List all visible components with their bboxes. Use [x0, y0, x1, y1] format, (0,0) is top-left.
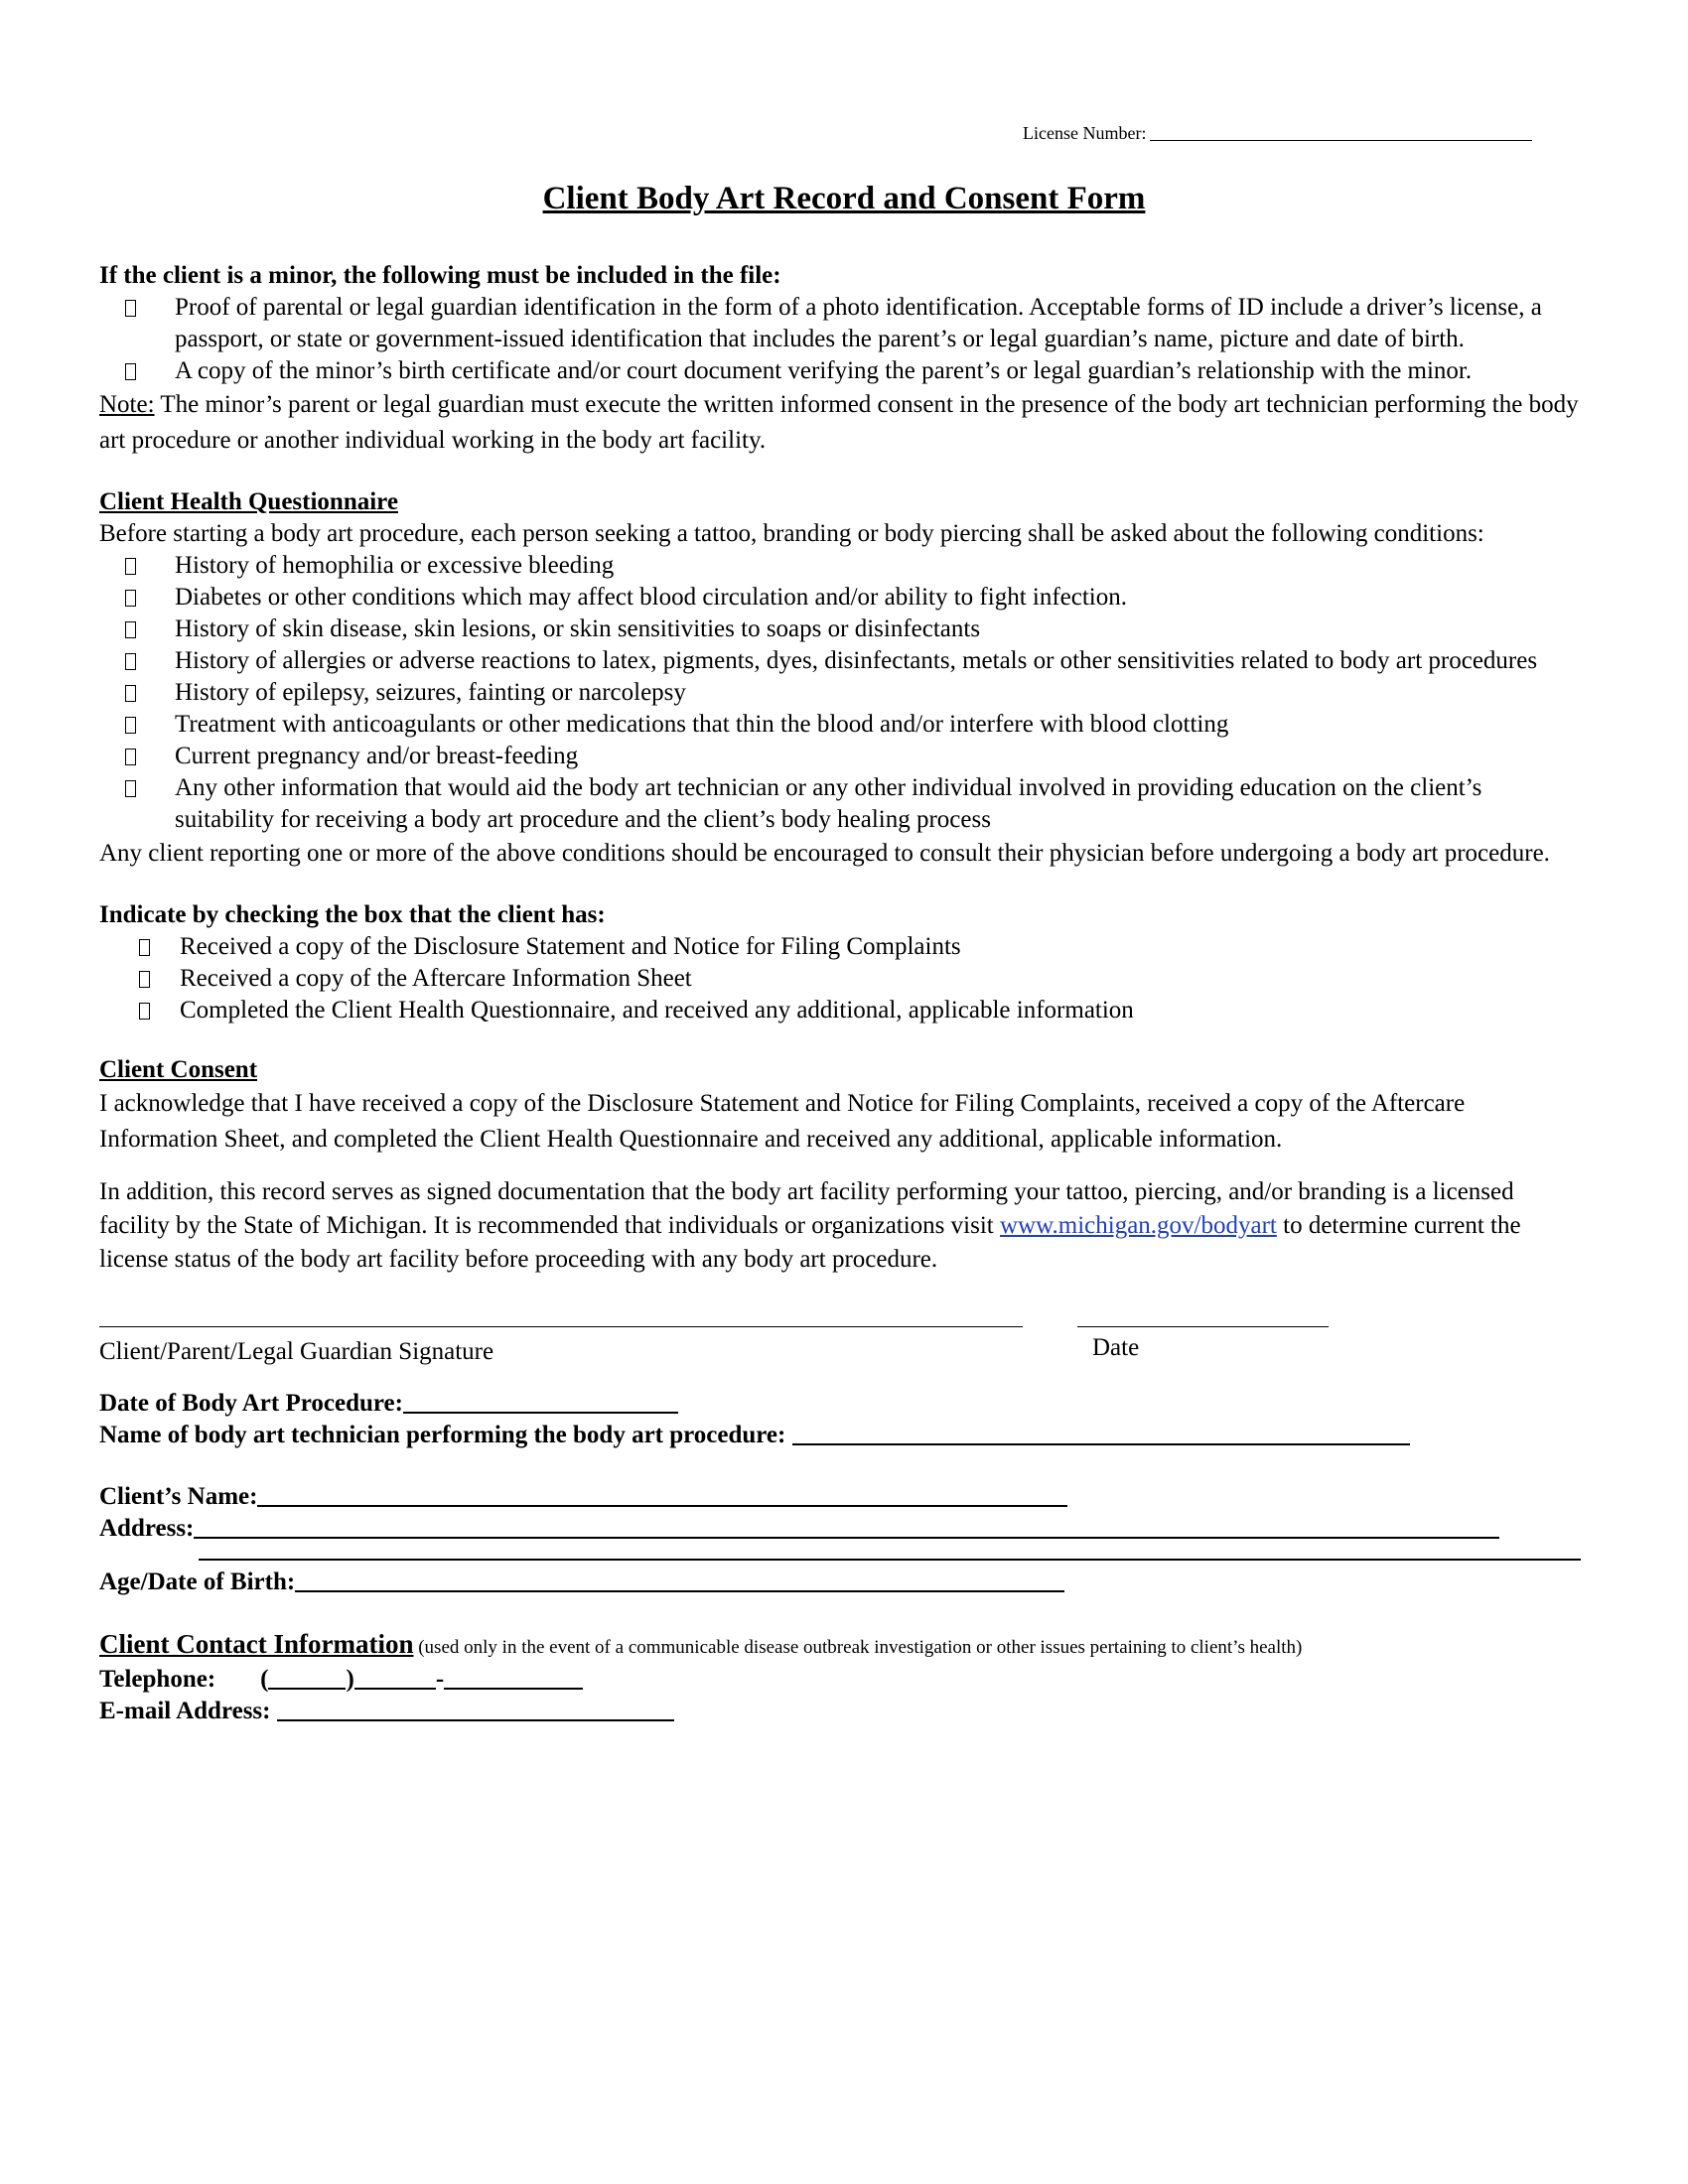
license-number-line[interactable]: [1150, 140, 1532, 141]
age-dob-row: [99, 1567, 1589, 1598]
note-label: Note:: [99, 391, 155, 418]
telephone-row: [99, 1664, 1589, 1696]
note-text: The minor’s parent or legal guardian must execute the written informed consent in the presence of the body art technician performing the body art procedure or another individual working in the body art facility.: [99, 391, 1579, 454]
checkbox-label: Received a copy of the Aftercare Information Sheet: [180, 965, 692, 992]
procedure-date-row: [99, 1388, 1589, 1420]
list-item: [99, 550, 1589, 582]
form-title: Client Body Art Record and Consent Form: [542, 181, 1146, 216]
consent-paragraph-2: [99, 1175, 1589, 1277]
telephone-area-field[interactable]: ( ): [260, 1666, 354, 1693]
bodyart-link[interactable]: www.michigan.gov/bodyart: [999, 1212, 1277, 1239]
address-row: [99, 1513, 1589, 1545]
contact-note: (used only in the event of a communicable disease outbreak investigation or other issues pertaining to client’s health): [413, 1637, 1303, 1658]
email-field[interactable]: [277, 1698, 674, 1721]
telephone-number-field[interactable]: [444, 1666, 583, 1690]
list-item-text: Current pregnancy and/or breast-feeding: [175, 743, 579, 769]
list-item-text: A copy of the minor’s birth certificate and/or court document verifying the parent’s or legal guardian’s relationship with the minor.: [175, 357, 1473, 384]
procedure-date-label: Date of Body Art Procedure:: [99, 1390, 403, 1417]
signature-label: Client/Parent/Legal Guardian Signature: [99, 1338, 494, 1365]
email-label: E-mail Address:: [99, 1698, 277, 1724]
list-item: [99, 355, 1589, 387]
license-number-label: License Number:: [1023, 123, 1147, 143]
questionnaire-outro: Any client reporting one or more of the above conditions should be encouraged to consult their physician before undergoing a body art procedure.: [99, 840, 1550, 867]
telephone-prefix-field[interactable]: [354, 1666, 436, 1690]
bullet-box-icon: [125, 621, 136, 638]
list-item: [99, 645, 1589, 677]
age-dob-field[interactable]: [295, 1569, 1064, 1592]
minor-note: [99, 387, 1589, 459]
telephone-dash: -: [435, 1666, 445, 1693]
bullet-box-icon: [125, 653, 136, 670]
questionnaire-intro: Before starting a body art procedure, each person seeking a tattoo, branding or body piercing shall be asked about the following conditions:: [99, 520, 1484, 547]
checkbox-icon[interactable]: [139, 1003, 150, 1020]
bullet-box-icon: [125, 558, 136, 575]
email-row: [99, 1696, 1589, 1727]
date-line[interactable]: [1077, 1326, 1329, 1327]
bullet-box-icon: [125, 717, 136, 734]
checkbox-label: Completed the Client Health Questionnaire, and received any additional, applicable information: [180, 997, 1134, 1024]
checkbox-list: [99, 931, 1589, 1026]
bullet-box-icon: [125, 780, 136, 797]
bullet-box-icon: [125, 685, 136, 702]
technician-field[interactable]: [792, 1422, 1410, 1445]
signature-line[interactable]: [99, 1326, 1023, 1327]
date-label: Date: [1092, 1334, 1140, 1361]
contact-heading: Client Contact Information: [99, 1629, 414, 1659]
list-item-text: History of hemophilia or excessive bleeding: [175, 552, 615, 579]
form-content: [99, 260, 1589, 1727]
consent-text-before: In addition, this record serves as signed documentation that the body art facility performing your tattoo, piercing, and/or branding is a licensed facility by the State of Michigan. It is recommended that individuals or organizations visit: [99, 1178, 1514, 1239]
technician-label: Name of body art technician performing the body art procedure:: [99, 1422, 792, 1448]
checkbox-item-questionnaire[interactable]: [99, 995, 1589, 1026]
list-item: [99, 772, 1589, 836]
address-label: Address:: [99, 1515, 195, 1542]
list-item: [99, 292, 1589, 355]
checkbox-item-aftercare[interactable]: [99, 963, 1589, 995]
list-item: [99, 582, 1589, 614]
consent-paragraph-1: I acknowledge that I have received a copy of the Disclosure Statement and Notice for Filing Complaints, received a copy of the Aftercare Information Sheet, and completed the Client Health Questionnaire and received any additional, applicable information.: [99, 1090, 1466, 1153]
checkbox-heading: Indicate by checking the box that the client has:: [99, 901, 606, 928]
telephone-label: Telephone:: [99, 1666, 216, 1693]
list-item-text: Diabetes or other conditions which may affect blood circulation and/or ability to fight infection.: [175, 584, 1127, 611]
list-item-text: Proof of parental or legal guardian identification in the form of a photo identification. Acceptable forms of ID include a driver’s license, a passport, or state or government-issued identification that includes the parent’s or legal guardian’s name, picture and date of birth.: [175, 294, 1542, 352]
bullet-box-icon: [125, 300, 136, 317]
checkbox-label: Received a copy of the Disclosure Statement and Notice for Filing Complaints: [180, 933, 961, 960]
client-name-field[interactable]: [257, 1483, 1067, 1507]
minor-requirements-list: [99, 292, 1589, 387]
questionnaire-heading: Client Health Questionnaire: [99, 488, 398, 515]
license-number-field: [1023, 123, 1532, 144]
address-line-2-field[interactable]: [199, 1545, 1581, 1561]
minor-heading: If the client is a minor, the following must be included in the file:: [99, 262, 781, 289]
consent-heading: Client Consent: [99, 1056, 258, 1083]
list-item: [99, 614, 1589, 645]
list-item-text: History of allergies or adverse reactions to latex, pigments, dyes, disinfectants, metals or other sensitivities related to body art procedures: [175, 647, 1538, 674]
contact-heading-row: [99, 1628, 1589, 1664]
client-name-label: Client’s Name:: [99, 1483, 258, 1510]
age-dob-label: Age/Date of Birth:: [99, 1569, 296, 1595]
checkbox-icon[interactable]: [139, 971, 150, 988]
list-item-text: Any other information that would aid the body art technician or any other individual involved in providing education on the client’s suitability for receiving a body art procedure and the client’s body healing process: [175, 774, 1482, 833]
bullet-box-icon: [125, 590, 136, 607]
bullet-box-icon: [125, 363, 136, 380]
address-field[interactable]: [194, 1515, 1499, 1539]
client-name-row: [99, 1481, 1589, 1513]
list-item: [99, 677, 1589, 709]
checkbox-item-disclosure[interactable]: [99, 931, 1589, 963]
bullet-box-icon: [125, 749, 136, 765]
checkbox-icon[interactable]: [139, 939, 150, 956]
signature-block: [99, 1306, 1589, 1366]
procedure-date-field[interactable]: [403, 1390, 678, 1414]
list-item-text: History of epilepsy, seizures, fainting or narcolepsy: [175, 679, 686, 706]
consent-text-after: to determine current the license status of the body art facility before proceeding with any body art procedure.: [99, 1212, 1521, 1273]
technician-row: [99, 1420, 1589, 1451]
list-item-text: History of skin disease, skin lesions, or skin sensitivities to soaps or disinfectants: [175, 615, 981, 642]
health-conditions-list: [99, 550, 1589, 836]
list-item: [99, 741, 1589, 772]
list-item-text: Treatment with anticoagulants or other medications that thin the blood and/or interfere with blood clotting: [175, 711, 1229, 738]
list-item: [99, 709, 1589, 741]
